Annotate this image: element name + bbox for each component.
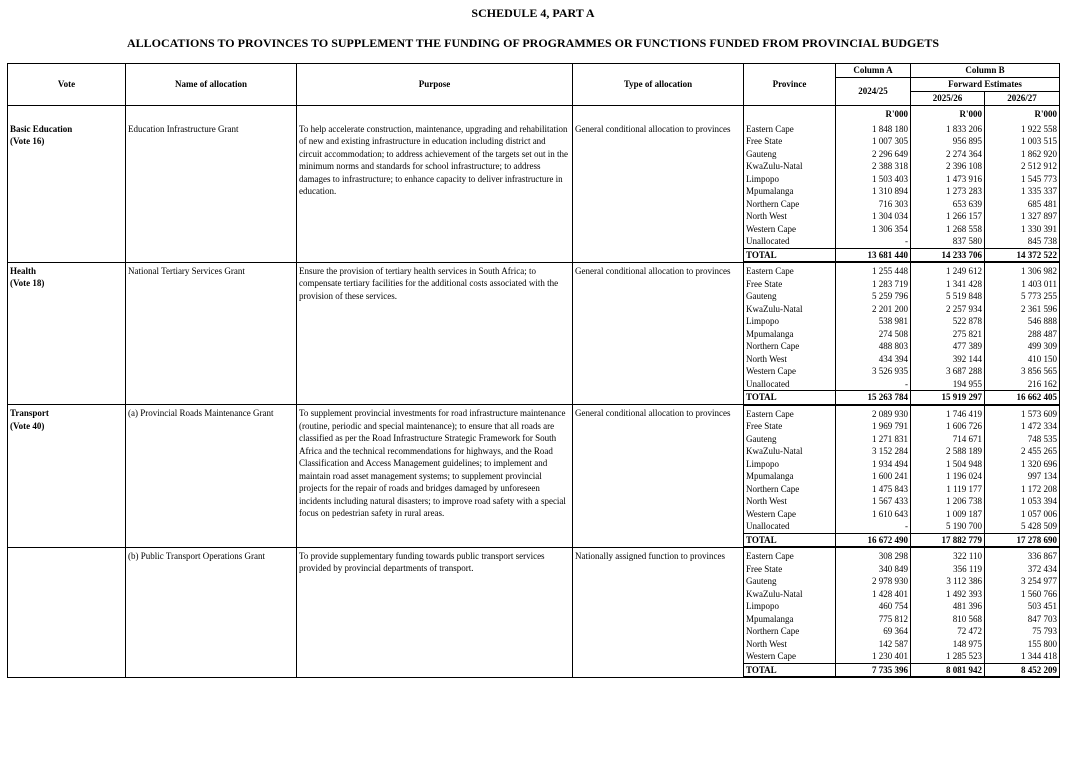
value-2024-25: 1 567 433 — [836, 495, 911, 508]
value-2026-27: 1 472 334 — [985, 420, 1060, 433]
value-2024-25: 2 201 200 — [836, 303, 911, 316]
value-2026-27: 2 361 596 — [985, 303, 1060, 316]
value-2026-27: 2 455 265 — [985, 445, 1060, 458]
value-2024-25: - — [836, 235, 911, 248]
value-2025-26: 1 249 612 — [911, 262, 985, 278]
header-column-a: Column A — [836, 64, 911, 78]
value-2024-25: 434 394 — [836, 353, 911, 366]
header-column-b: Column B — [911, 64, 1060, 78]
value-2025-26: 14 233 706 — [911, 248, 985, 262]
value-2025-26: 1 268 558 — [911, 223, 985, 236]
value-2025-26: 1 746 419 — [911, 405, 985, 421]
vote-name: Transport — [10, 408, 49, 418]
value-2025-26: 8 081 942 — [911, 663, 985, 677]
value-2024-25: 1 271 831 — [836, 433, 911, 446]
document-title: ALLOCATIONS TO PROVINCES TO SUPPLEMENT THE FUNDING OF PROGRAMMES OR FUNCTIONS FUNDED FROM PROVINCIAL BUDGETS — [126, 36, 940, 50]
allocations-table — [7, 63, 1060, 678]
value-2025-26: 72 472 — [911, 625, 985, 638]
value-2026-27: 410 150 — [985, 353, 1060, 366]
value-2026-27: 748 535 — [985, 433, 1060, 446]
allocation-purpose: To help accelerate construction, maintenance, upgrading and rehabilitation of new and existing infrastructure in education including district and circuit accommodation; to address achievement of the targets set out in the minimum norms and standards for school infrastructure; to address damages to infrastructure; to enhance capacity to deliver infrastructure in education. — [297, 121, 573, 263]
value-2025-26: 810 568 — [911, 613, 985, 626]
header-vote: Vote — [8, 64, 126, 106]
value-2024-25: - — [836, 520, 911, 533]
value-2025-26: 5 190 700 — [911, 520, 985, 533]
value-2024-25: 1 503 403 — [836, 173, 911, 186]
header-name: Name of allocation — [126, 64, 297, 106]
value-2026-27: 1 862 920 — [985, 148, 1060, 161]
units-row — [8, 106, 1060, 121]
value-2025-26: 2 257 934 — [911, 303, 985, 316]
value-2026-27: 1 330 391 — [985, 223, 1060, 236]
value-2026-27: 1 545 773 — [985, 173, 1060, 186]
province-cell: Limpopo — [744, 315, 836, 328]
table-row — [8, 405, 1060, 421]
province-cell: Northern Cape — [744, 198, 836, 211]
value-2024-25: 716 303 — [836, 198, 911, 211]
value-2026-27: 288 487 — [985, 328, 1060, 341]
value-2025-26: 322 110 — [911, 547, 985, 563]
value-2026-27: 372 434 — [985, 563, 1060, 576]
header-forward-estimates: Forward Estimates — [911, 78, 1060, 92]
header-type: Type of allocation — [573, 64, 744, 106]
value-2025-26: 1 273 283 — [911, 185, 985, 198]
value-2025-26: 714 671 — [911, 433, 985, 446]
value-2026-27: 1 344 418 — [985, 650, 1060, 663]
value-2026-27: 847 703 — [985, 613, 1060, 626]
header-purpose: Purpose — [297, 64, 573, 106]
value-2024-25: 1 600 241 — [836, 470, 911, 483]
value-2026-27: 2 512 912 — [985, 160, 1060, 173]
value-2024-25: 1 310 894 — [836, 185, 911, 198]
vote-number: (Vote 16) — [10, 136, 45, 146]
province-cell: Free State — [744, 420, 836, 433]
province-cell: TOTAL — [744, 533, 836, 547]
province-cell: Mpumalanga — [744, 328, 836, 341]
value-2024-25: 7 735 396 — [836, 663, 911, 677]
vote-name: Health — [10, 265, 36, 276]
header-province: Province — [744, 64, 836, 106]
value-2025-26: 1 606 726 — [911, 420, 985, 433]
value-2025-26: 1 492 393 — [911, 588, 985, 601]
value-2025-26: 1 119 177 — [911, 483, 985, 496]
province-cell: Eastern Cape — [744, 405, 836, 421]
value-2025-26: 1 504 948 — [911, 458, 985, 471]
province-cell: North West — [744, 210, 836, 223]
province-cell: Eastern Cape — [744, 262, 836, 278]
value-2025-26: 3 687 288 — [911, 365, 985, 378]
value-2025-26: 2 274 364 — [911, 148, 985, 161]
value-2024-25: 274 508 — [836, 328, 911, 341]
value-2026-27: 546 888 — [985, 315, 1060, 328]
value-2024-25: 2 978 930 — [836, 575, 911, 588]
value-2026-27: 503 451 — [985, 600, 1060, 613]
province-cell: KwaZulu-Natal — [744, 160, 836, 173]
value-2026-27: 8 452 209 — [985, 663, 1060, 677]
province-cell: Gauteng — [744, 575, 836, 588]
table-row — [8, 262, 1060, 278]
province-cell: Eastern Cape — [744, 121, 836, 136]
value-2024-25: 1 428 401 — [836, 588, 911, 601]
province-cell: Unallocated — [744, 520, 836, 533]
province-cell: Limpopo — [744, 458, 836, 471]
province-cell: KwaZulu-Natal — [744, 303, 836, 316]
value-2024-25: 142 587 — [836, 638, 911, 651]
header-year-3: 2026/27 — [985, 92, 1060, 106]
province-cell: Western Cape — [744, 650, 836, 663]
value-2026-27: 5 773 255 — [985, 290, 1060, 303]
vote-cell — [8, 121, 126, 263]
value-2025-26: 956 895 — [911, 135, 985, 148]
value-2025-26: 2 588 189 — [911, 445, 985, 458]
value-2026-27: 1 320 696 — [985, 458, 1060, 471]
value-2026-27: 75 793 — [985, 625, 1060, 638]
value-2025-26: 1 285 523 — [911, 650, 985, 663]
value-2024-25: 1 255 448 — [836, 262, 911, 278]
value-2026-27: 685 481 — [985, 198, 1060, 211]
value-2024-25: 1 934 494 — [836, 458, 911, 471]
value-2026-27: 155 800 — [985, 638, 1060, 651]
value-2024-25: 2 089 930 — [836, 405, 911, 421]
province-cell: Mpumalanga — [744, 185, 836, 198]
province-cell: Free State — [744, 278, 836, 291]
vote-cell — [8, 547, 126, 677]
province-cell: Limpopo — [744, 173, 836, 186]
value-2026-27: 1 560 766 — [985, 588, 1060, 601]
value-2026-27: 1 403 011 — [985, 278, 1060, 291]
province-cell: Free State — [744, 563, 836, 576]
province-cell: Western Cape — [744, 508, 836, 521]
value-2024-25: 340 849 — [836, 563, 911, 576]
province-cell: KwaZulu-Natal — [744, 445, 836, 458]
value-2025-26: 275 821 — [911, 328, 985, 341]
allocation-type: General conditional allocation to provinces — [573, 121, 744, 263]
value-2024-25: 1 848 180 — [836, 121, 911, 136]
unit-label: R'000 — [836, 106, 911, 121]
value-2026-27: 336 867 — [985, 547, 1060, 563]
value-2025-26: 15 919 297 — [911, 391, 985, 405]
province-cell: Mpumalanga — [744, 470, 836, 483]
table-row — [8, 121, 1060, 136]
allocation-purpose: To provide supplementary funding towards public transport services provided by provincial departments of transport. — [297, 547, 573, 677]
value-2026-27: 16 662 405 — [985, 391, 1060, 405]
allocation-name: (a) Provincial Roads Maintenance Grant — [126, 405, 297, 548]
value-2024-25: 1 610 643 — [836, 508, 911, 521]
value-2024-25: 3 526 935 — [836, 365, 911, 378]
unit-label: R'000 — [985, 106, 1060, 121]
vote-number: (Vote 40) — [10, 420, 45, 431]
province-cell: TOTAL — [744, 248, 836, 262]
value-2025-26: 1 206 738 — [911, 495, 985, 508]
value-2024-25: 3 152 284 — [836, 445, 911, 458]
value-2024-25: 15 263 784 — [836, 391, 911, 405]
value-2026-27: 3 856 565 — [985, 365, 1060, 378]
value-2026-27: 14 372 522 — [985, 248, 1060, 262]
province-cell: North West — [744, 495, 836, 508]
value-2025-26: 1 009 187 — [911, 508, 985, 521]
value-2025-26: 653 639 — [911, 198, 985, 211]
value-2024-25: 538 981 — [836, 315, 911, 328]
value-2025-26: 522 878 — [911, 315, 985, 328]
province-cell: Gauteng — [744, 433, 836, 446]
value-2024-25: 13 681 440 — [836, 248, 911, 262]
vote-cell — [8, 405, 126, 548]
value-2025-26: 1 833 206 — [911, 121, 985, 136]
value-2026-27: 5 428 509 — [985, 520, 1060, 533]
province-cell: North West — [744, 638, 836, 651]
value-2026-27: 1 335 337 — [985, 185, 1060, 198]
province-cell: TOTAL — [744, 391, 836, 405]
province-cell: Limpopo — [744, 600, 836, 613]
value-2024-25: 1 007 305 — [836, 135, 911, 148]
allocation-name: Education Infrastructure Grant — [126, 121, 297, 263]
allocation-type: Nationally assigned function to provinces — [573, 547, 744, 677]
allocation-purpose: To supplement provincial investments for road infrastructure maintenance (routine, periodic and special maintenance); to ensure that all roads are classified as per the Road Infrastructure Strategic Framework for South Africa and the technical recommendations for highways, and the Road Classification and Access Management guidelines; to implement and maintain road asset management systems; to supplement provincial projects for the repair of roads and bridges damaged by unforeseen incidents including natural disasters; to improve road safety with a special focus on pedestrian safety in rural areas. — [297, 405, 573, 548]
province-cell: Western Cape — [744, 365, 836, 378]
value-2025-26: 1 196 024 — [911, 470, 985, 483]
value-2025-26: 17 882 779 — [911, 533, 985, 547]
value-2024-25: 2 296 649 — [836, 148, 911, 161]
province-cell: Northern Cape — [744, 340, 836, 353]
allocation-type: General conditional allocation to provinces — [573, 262, 744, 405]
province-cell: Western Cape — [744, 223, 836, 236]
province-cell: Northern Cape — [744, 625, 836, 638]
province-cell: Gauteng — [744, 290, 836, 303]
value-2026-27: 1 327 897 — [985, 210, 1060, 223]
value-2024-25: 308 298 — [836, 547, 911, 563]
table-row — [8, 547, 1060, 563]
table-header — [8, 64, 1060, 106]
value-2024-25: 1 304 034 — [836, 210, 911, 223]
vote-name: Basic Education — [10, 123, 73, 134]
allocation-type: General conditional allocation to provinces — [573, 405, 744, 548]
value-2024-25: 2 388 318 — [836, 160, 911, 173]
schedule-heading: SCHEDULE 4, PART A — [471, 6, 595, 20]
vote-cell — [8, 262, 126, 405]
value-2024-25: 1 283 719 — [836, 278, 911, 291]
header-year-1: 2024/25 — [836, 78, 911, 106]
value-2025-26: 5 519 848 — [911, 290, 985, 303]
value-2025-26: 3 112 386 — [911, 575, 985, 588]
value-2025-26: 1 473 916 — [911, 173, 985, 186]
value-2026-27: 1 922 558 — [985, 121, 1060, 136]
value-2024-25: 1 306 354 — [836, 223, 911, 236]
value-2026-27: 1 306 982 — [985, 262, 1060, 278]
value-2025-26: 356 119 — [911, 563, 985, 576]
value-2026-27: 997 134 — [985, 470, 1060, 483]
unit-label: R'000 — [911, 106, 985, 121]
allocation-purpose: Ensure the provision of tertiary health services in South Africa; to compensate tertiary facilities for the additional costs associated with the provision of these services. — [297, 262, 573, 405]
value-2025-26: 194 955 — [911, 378, 985, 391]
value-2025-26: 1 266 157 — [911, 210, 985, 223]
value-2024-25: - — [836, 378, 911, 391]
value-2024-25: 1 230 401 — [836, 650, 911, 663]
value-2026-27: 216 162 — [985, 378, 1060, 391]
value-2026-27: 3 254 977 — [985, 575, 1060, 588]
value-2025-26: 2 396 108 — [911, 160, 985, 173]
value-2025-26: 477 389 — [911, 340, 985, 353]
value-2026-27: 1 573 609 — [985, 405, 1060, 421]
value-2026-27: 17 278 690 — [985, 533, 1060, 547]
value-2026-27: 1 172 208 — [985, 483, 1060, 496]
province-cell: Unallocated — [744, 378, 836, 391]
province-cell: North West — [744, 353, 836, 366]
value-2025-26: 837 580 — [911, 235, 985, 248]
province-cell: TOTAL — [744, 663, 836, 677]
province-cell: Mpumalanga — [744, 613, 836, 626]
value-2024-25: 460 754 — [836, 600, 911, 613]
value-2024-25: 488 803 — [836, 340, 911, 353]
province-cell: Eastern Cape — [744, 547, 836, 563]
value-2025-26: 481 396 — [911, 600, 985, 613]
province-cell: Free State — [744, 135, 836, 148]
value-2024-25: 16 672 490 — [836, 533, 911, 547]
value-2024-25: 1 969 791 — [836, 420, 911, 433]
value-2025-26: 392 144 — [911, 353, 985, 366]
value-2026-27: 499 309 — [985, 340, 1060, 353]
value-2025-26: 1 341 428 — [911, 278, 985, 291]
value-2026-27: 1 053 394 — [985, 495, 1060, 508]
value-2026-27: 845 738 — [985, 235, 1060, 248]
province-cell: Unallocated — [744, 235, 836, 248]
value-2024-25: 1 475 843 — [836, 483, 911, 496]
value-2024-25: 5 259 796 — [836, 290, 911, 303]
value-2024-25: 775 812 — [836, 613, 911, 626]
value-2026-27: 1 003 515 — [985, 135, 1060, 148]
header-year-2: 2025/26 — [911, 92, 985, 106]
vote-number: (Vote 18) — [10, 278, 45, 288]
allocation-name: National Tertiary Services Grant — [126, 262, 297, 405]
province-cell: Gauteng — [744, 148, 836, 161]
value-2026-27: 1 057 006 — [985, 508, 1060, 521]
allocation-name: (b) Public Transport Operations Grant — [126, 547, 297, 677]
province-cell: Northern Cape — [744, 483, 836, 496]
value-2024-25: 69 364 — [836, 625, 911, 638]
province-cell: KwaZulu-Natal — [744, 588, 836, 601]
table-body — [8, 106, 1060, 678]
value-2025-26: 148 975 — [911, 638, 985, 651]
